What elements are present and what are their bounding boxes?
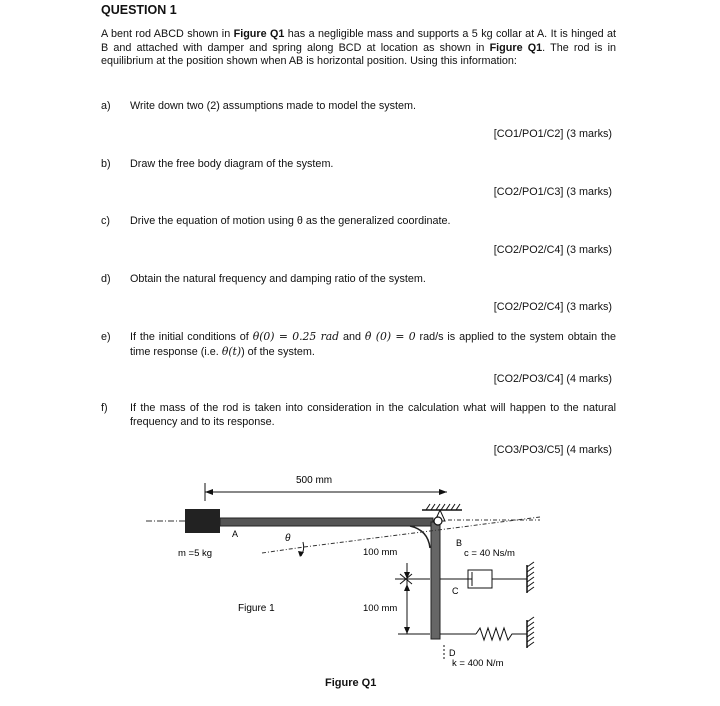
part-c-text: Drive the equation of motion using θ as the generalized coordinate.: [130, 215, 451, 227]
dimension-500-label: 500 mm: [296, 475, 333, 486]
part-e-text: If the initial conditions of θ(0) = 0.25 rad and θ̇ (0) = 0 rad/s is applied to the system obtain the time response (i.e. θ(t)) of the system.: [130, 330, 617, 358]
part-b-label: b): [101, 158, 111, 170]
label-c: C: [452, 586, 459, 596]
part-c-label: c): [101, 215, 110, 227]
figure-1-label: Figure 1: [238, 603, 275, 614]
spring-label: k = 400 N/m: [452, 658, 504, 669]
part-a-label: a): [101, 100, 111, 112]
dimension-100-bottom-label: 100 mm: [363, 603, 398, 614]
part-d-label: d): [101, 273, 111, 285]
part-a-text: Write down two (2) assumptions made to model the system.: [130, 100, 417, 112]
dimension-100-top-label: 100 mm: [363, 547, 398, 558]
label-d: D: [449, 648, 456, 658]
mass-label: m =5 kg: [178, 548, 213, 559]
part-f-text: If the mass of the rod is taken into consideration in the calculation what will happen to the natural frequency and to its response.: [130, 402, 616, 428]
part-e-marks: [CO2/PO3/C4] (4 marks): [493, 373, 612, 385]
part-d-text: Obtain the natural frequency and damping ratio of the system.: [130, 273, 426, 285]
hinge-pin: [434, 517, 442, 525]
rod-ab: [220, 518, 433, 526]
label-b: B: [456, 538, 463, 548]
part-c-marks: [CO2/PO2/C4] (3 marks): [493, 244, 612, 256]
part-f-marks: [CO3/PO3/C5] (4 marks): [493, 444, 612, 456]
part-d-marks: [CO2/PO2/C4] (3 marks): [493, 301, 612, 313]
part-b-text: Draw the free body diagram of the system.: [130, 158, 334, 170]
rod-bcd: [431, 522, 440, 639]
part-f-label: f): [101, 402, 108, 414]
label-a: A: [232, 529, 239, 539]
part-a-marks: [CO1/PO1/C2] (3 marks): [493, 128, 612, 140]
collar-mass: [185, 509, 220, 533]
figure-caption: Figure Q1: [325, 677, 377, 689]
question-intro: A bent rod ABCD shown in Figure Q1 has a negligible mass and supports a 5 kg collar at A. It is hinged at B and attached with damper and spring along BCD at location as shown in Figure Q1. The rod is in equilibrium at the position shown when AB is horizontal position. Using this information:: [101, 28, 616, 68]
theta-label: θ: [285, 533, 291, 544]
damper-label: c = 40 Ns/m: [464, 548, 515, 559]
question-title: QUESTION 1: [101, 3, 177, 17]
part-b-marks: [CO2/PO1/C3] (3 marks): [493, 186, 612, 198]
part-e-label: e): [101, 331, 111, 343]
spring-coil: [476, 628, 522, 640]
